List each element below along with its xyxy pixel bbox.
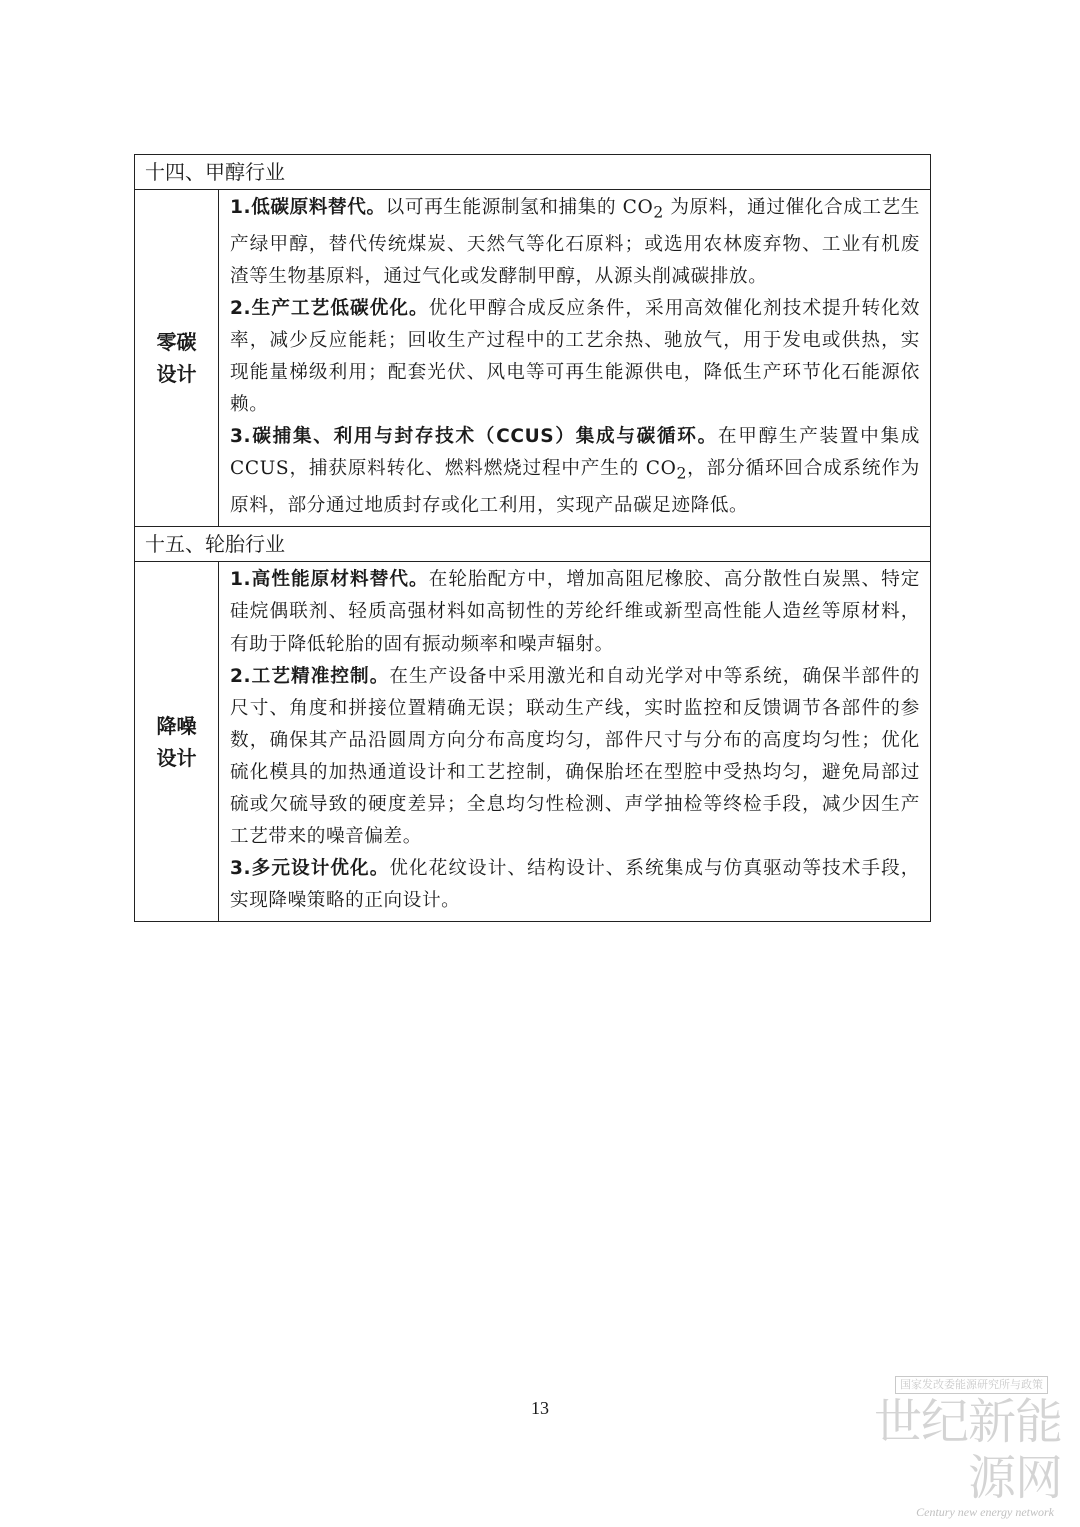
section-header-tire: 十五、轮胎行业 [135,527,931,562]
item-title: 3.多元设计优化。 [230,858,390,880]
list-item [230,661,920,854]
watermark-logo [852,1373,1062,1519]
list-item [230,293,920,421]
watermark-top-text: 国家发改委能源研究所与政策 [895,1376,1048,1394]
list-item [230,421,920,522]
section-header-row [135,527,931,562]
item-title: 2.生产工艺低碳优化。 [230,298,429,319]
item-text: 优化甲醇合成反应条件，采用高效催化剂技术提升转化效率，减少反应能耗；回收生产过程中的工艺余热、驰放气，用于发电或供热，实现能量梯级利用；配套光伏、风电等可再生能源供电，降低生产环节化石能源依赖。 [230,298,920,416]
item-title: 3.碳捕集、利用与封存技术（CCUS）集成与碳循环。 [230,426,718,448]
category-label-noise-reduction [135,562,219,922]
content-cell-methanol [219,190,931,527]
content-cell-tire [219,562,931,922]
page-number: 13 [531,1398,549,1418]
item-text: 在轮胎配方中，增加高阻尼橡胶、高分散性白炭黑、特定硅烷偶联剂、轻质高强材料如高韧性的芳纶纤维或新型高性能人造丝等原材料，有助于降低轮胎的固有振动频率和噪声辐射。 [230,569,920,655]
section-content-row [135,190,931,527]
item-text: 在生产设备中采用激光和自动光学对中等系统，确保半部件的尺寸、角度和拼接位置精确无误；联动生产线，实时监控和反馈调节各部件的参数，确保其产品沿圆周方向分布高度均匀，部件尺寸与分布的高度均匀性；优化硫化模具的加热通道设计和工艺控制，确保胎坯在型腔中受热均匀，避免局部过硫或欠硫导致的硬度差异；全息均匀性检测、声学抽检等终检手段，减少因生产工艺带来的噪音偏差。 [230,665,920,848]
watermark-main-text: 世纪新能源网 [873,1394,1062,1506]
section-header-row [135,155,931,190]
item-text: 优化花纹设计、结构设计、系统集成与仿真驱动等技术手段，实现降噪策略的正向设计。 [230,858,920,912]
category-label-zero-carbon [135,190,219,527]
item-title: 2.工艺精准控制。 [230,665,390,687]
policy-table [134,154,931,922]
category-label-line-2: 设计 [156,362,197,387]
item-text: 为原料，通过催化合成工艺生产绿甲醇，替代传统煤炭、天然气等化石原料；或选用农林废弃物、工业有机废渣等生物基原料，通过气化或发酵制甲醇，从源头削减碳排放。 [230,197,921,287]
item-text: 在甲醇生产装置中集成 CCUS，捕获原料转化、燃料燃烧过程中产生的 CO [230,426,920,480]
section-content-row [135,562,931,922]
list-item [230,192,920,293]
category-label-line-1: 零碳 [156,330,197,355]
watermark-sub-text: Century new energy network [916,1505,1054,1519]
category-label-line-1: 降噪 [156,713,197,738]
item-title: 1.高性能原材料替代。 [230,569,429,591]
list-item [230,564,920,660]
section-header-methanol: 十四、甲醇行业 [135,155,931,190]
item-title: 1.低碳原料替代。 [230,197,386,218]
item-text: 以可再生能源制氢和捕集的 CO [385,197,654,218]
category-label-line-2: 设计 [156,745,197,770]
item-text: ，部分循环回合成系统作为原料，部分通过地质封存或化工利用，实现产品碳足迹降低。 [230,458,921,517]
list-item [230,853,920,917]
subscript: 2 [653,203,664,222]
subscript: 2 [676,465,687,484]
